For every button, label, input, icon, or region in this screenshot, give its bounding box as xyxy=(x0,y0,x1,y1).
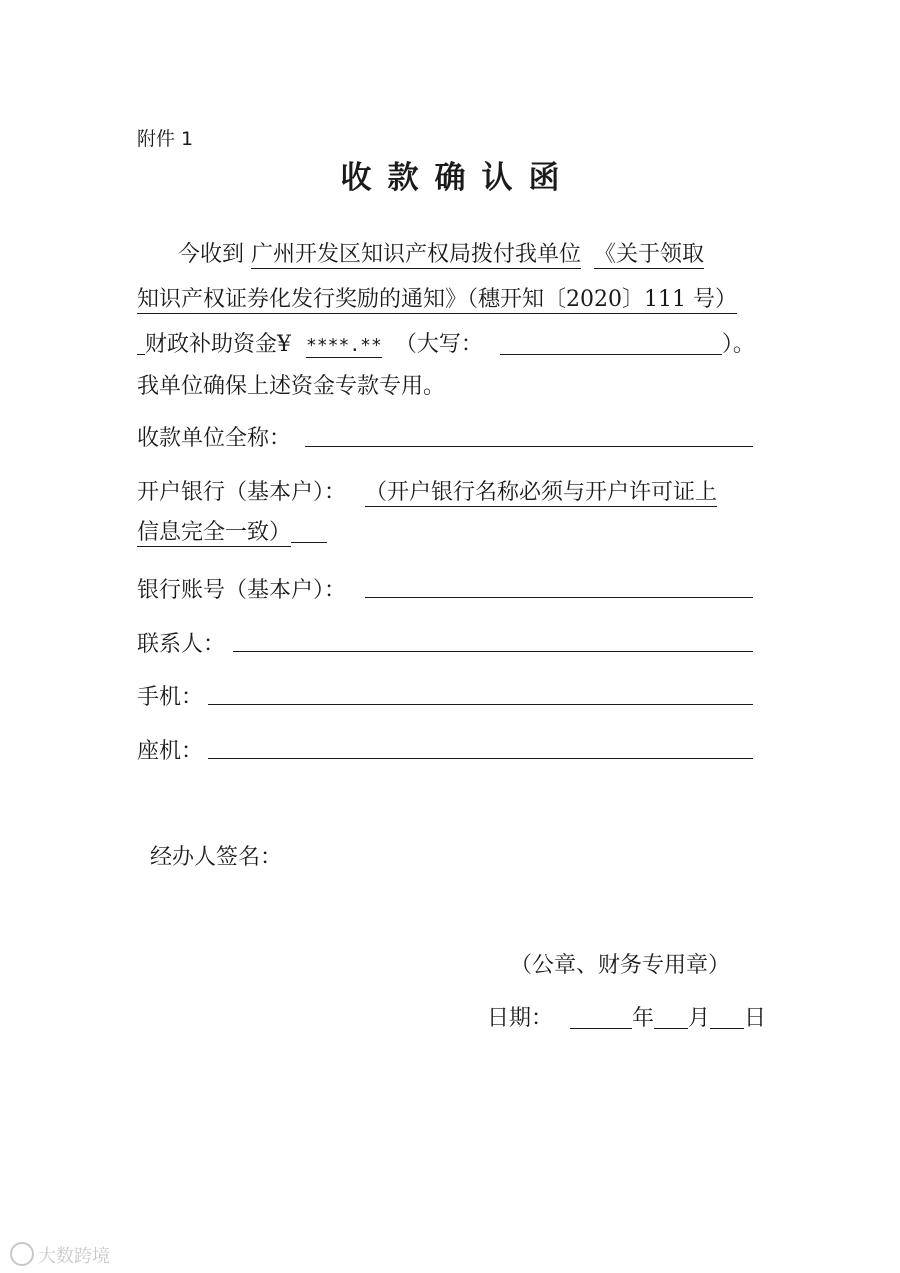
capital-amount-field[interactable] xyxy=(500,330,722,355)
paragraph-line-1 xyxy=(178,240,704,270)
year-label: 年 xyxy=(632,1006,655,1031)
year-field[interactable] xyxy=(570,1004,632,1029)
date-row xyxy=(487,1004,766,1034)
capital-amount-label: （大写： xyxy=(394,332,483,357)
document-name-part-a: 《关于领取 xyxy=(594,242,705,267)
amount-value: ****.** xyxy=(306,335,382,356)
payee-label: 收款单位全称： xyxy=(137,426,292,451)
document-name-part-b: 知识产权证券化发行奖励的通知》 xyxy=(137,287,468,312)
contact-field[interactable] xyxy=(233,651,753,652)
watermark-logo-icon xyxy=(10,1242,34,1266)
account-field[interactable] xyxy=(365,597,753,598)
document-title: 收款确认函 xyxy=(340,160,576,196)
paragraph-line-4: 我单位确保上述资金专款专用。 xyxy=(137,374,446,399)
paragraph-line-2 xyxy=(137,285,737,315)
issuer-underlined: 广州开发区知识产权局拨付我单位 xyxy=(251,242,582,267)
phone-field[interactable] xyxy=(208,758,753,759)
document-reference: （穗开知〔2020〕111 号） xyxy=(467,287,737,312)
day-label: 日 xyxy=(744,1006,767,1031)
subsidy-prefix: 财政补助资金¥ xyxy=(145,332,291,357)
paragraph-line-3 xyxy=(137,330,755,361)
capital-amount-close: ）。 xyxy=(721,332,755,357)
mobile-label: 手机： xyxy=(137,685,204,710)
bank-hint-line-2 xyxy=(137,518,327,548)
bank-hint-tail xyxy=(291,518,327,543)
date-label: 日期： xyxy=(487,1006,554,1031)
month-label: 月 xyxy=(688,1006,711,1031)
seal-label: （公章、财务专用章） xyxy=(510,953,731,978)
mobile-field[interactable] xyxy=(208,704,753,705)
bank-hint-a: （开户银行名称必须与开户许可证上 xyxy=(365,480,718,505)
watermark-text: 大数跨境 xyxy=(38,1246,110,1267)
attachment-label: 附件 1 xyxy=(137,128,194,150)
watermark xyxy=(10,1242,110,1268)
phone-label: 座机： xyxy=(137,739,204,764)
payee-field[interactable] xyxy=(305,446,753,447)
contact-label: 联系人： xyxy=(137,632,226,657)
bank-hint-line-1 xyxy=(365,478,717,508)
account-label: 银行账号（基本户）： xyxy=(137,578,347,603)
signature-label: 经办人签名： xyxy=(150,845,283,870)
short-blank xyxy=(137,330,145,355)
day-field[interactable] xyxy=(710,1004,744,1029)
received-prefix: 今收到 xyxy=(178,242,245,267)
bank-hint-b: 信息完全一致） xyxy=(137,520,292,545)
month-field[interactable] xyxy=(654,1004,688,1029)
bank-label: 开户银行（基本户）： xyxy=(137,480,347,505)
